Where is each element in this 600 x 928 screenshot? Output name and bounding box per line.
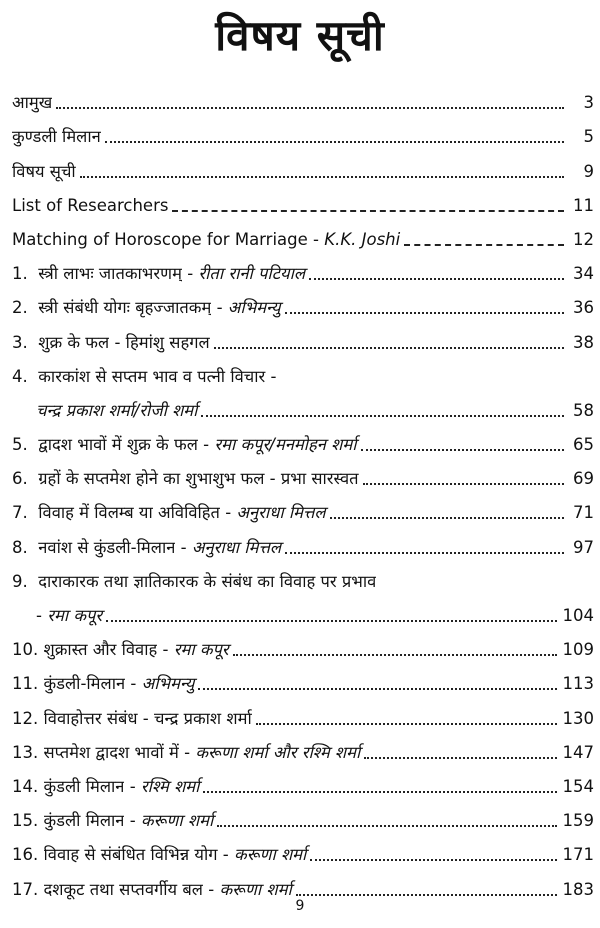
dot-leader (364, 756, 556, 759)
dot-leader (198, 687, 556, 690)
entry-page-number: 3 (583, 93, 594, 113)
entry-page-number: 104 (562, 606, 594, 625)
entry-number: 8. (12, 537, 28, 557)
entry-number: 2. (12, 298, 28, 318)
entry-page-number: 97 (573, 537, 594, 557)
entry-number: 1. (12, 264, 28, 284)
entry-author: रश्मि शर्मा (140, 776, 200, 796)
dot-leader (310, 858, 556, 861)
dot-leader (363, 482, 564, 485)
entry-title: आमुख (12, 93, 53, 113)
entry-page-number: 34 (573, 264, 594, 284)
dot-leader (309, 277, 564, 280)
toc-entry (12, 84, 594, 118)
entry-number: 13. (12, 742, 39, 762)
toc-entry (12, 323, 594, 357)
toc-entry-continuation (12, 392, 594, 426)
entry-author: अनुराधा मित्तल (236, 503, 326, 523)
entry-title: विषय सूची (12, 161, 76, 181)
entry-number: 14. (12, 776, 39, 796)
dash-leader (172, 209, 564, 212)
toc-entry (12, 802, 594, 836)
entry-page-number: 69 (573, 469, 594, 489)
entry-page-number: 147 (562, 742, 594, 762)
dot-leader (217, 824, 556, 827)
entry-number: 16. (12, 845, 39, 865)
entry-author: अभिमन्यु (141, 674, 195, 694)
title-author-separator: - (219, 503, 237, 523)
entry-page-number: 183 (562, 879, 594, 899)
table-of-contents (12, 84, 594, 905)
entry-page-number: 71 (573, 503, 594, 523)
toc-entry (12, 563, 594, 597)
page-title: विषय सूची (215, 11, 385, 60)
title-author-separator: - (125, 674, 142, 694)
dot-leader (233, 653, 557, 656)
entry-page-number: 130 (562, 708, 594, 728)
entry-page-number: 58 (573, 400, 594, 420)
entry-author: करूणा शर्मा और रश्मि शर्मा (195, 742, 361, 762)
toc-entry (12, 699, 594, 733)
entry-title: विवाह से संबंधित विभिन्न योग (43, 845, 218, 865)
toc-entry (12, 768, 594, 802)
toc-entry (12, 152, 594, 186)
entry-page-number: 154 (562, 776, 594, 796)
entry-author: अभिमन्यु (227, 298, 281, 318)
entry-title: कारकांश से सप्तम भाव व पत्नी विचार - (38, 366, 277, 386)
entry-title: द्वादश भावों में शुक्र के फल (38, 435, 198, 455)
entry-number: 17. (12, 879, 39, 899)
toc-entry (12, 289, 594, 323)
dot-leader (201, 414, 564, 417)
dot-leader (203, 790, 556, 793)
toc-entry (12, 836, 594, 870)
entry-title: कुंडली मिलान (43, 811, 125, 831)
entry-author: करूणा शर्मा (140, 811, 214, 831)
entry-author: हिमांशु सहगल (125, 332, 210, 352)
entry-number: 12. (12, 708, 39, 728)
entry-page-number: 65 (573, 435, 594, 455)
title-author-separator: - (124, 811, 141, 831)
toc-entry (12, 255, 594, 289)
dot-leader (285, 311, 564, 314)
title-author-separator: - (217, 845, 235, 865)
entry-title: नवांश से कुंडली-मिलान (38, 537, 176, 557)
toc-entry (12, 494, 594, 528)
entry-number: 9. (12, 571, 28, 591)
title-author-separator: - (181, 264, 199, 284)
dot-leader (105, 140, 564, 143)
dot-leader (56, 106, 564, 109)
entry-number: 7. (12, 503, 28, 523)
entry-author: रमा कपूर (173, 640, 229, 660)
entry-page-number: 159 (562, 811, 594, 831)
entry-title: स्त्री संबंधी योगः बृहज्जातकम् (38, 298, 212, 318)
title-author-separator: - (202, 879, 220, 899)
entry-title: कुंडली मिलान (43, 776, 125, 796)
toc-entry (12, 358, 594, 392)
entry-author: K.K. Joshi (324, 229, 401, 249)
entry-author: अनुराधा मित्तल (191, 537, 282, 557)
entry-author: करूणा शर्मा (234, 845, 307, 865)
entry-page-number: 171 (562, 845, 594, 865)
entry-author: रमा कपूर (47, 606, 103, 625)
entry-title: Matching of Horoscope for Marriage (12, 229, 308, 249)
dot-leader (106, 619, 556, 622)
entry-number: 15. (12, 811, 39, 831)
title-author-separator: - (36, 606, 48, 625)
entry-title: दशकूट तथा सप्तवर्गीय बल (43, 879, 203, 899)
title-author-separator: - (307, 229, 325, 249)
entry-title: ग्रहों के सप्तमेश होने का शुभाशुभ फल - प्रभा सारस्वत (38, 469, 359, 489)
entry-title: विवाह में विलम्ब या अविविहित (38, 503, 220, 523)
toc-entry (12, 460, 594, 494)
entry-number: 5. (12, 435, 28, 455)
dash-leader (404, 243, 564, 246)
entry-number: 10. (12, 640, 39, 660)
toc-entry (12, 734, 594, 768)
title-author-separator: - (175, 537, 192, 557)
title-author-separator: - (197, 435, 215, 455)
toc-entry-continuation (12, 597, 594, 631)
title-author-separator: - (109, 332, 126, 352)
toc-entry (12, 221, 594, 255)
toc-entry (12, 665, 594, 699)
entry-number: 6. (12, 469, 28, 489)
dot-leader (214, 346, 564, 349)
entry-author: रीता रानी पटियाल (198, 264, 306, 284)
entry-title: List of Researchers (12, 195, 169, 215)
title-author-separator: - (211, 298, 228, 318)
entry-number: 11. (12, 674, 39, 694)
title-author-separator: - (124, 776, 141, 796)
entry-number: 4. (12, 366, 28, 386)
entry-page-number: 109 (562, 640, 594, 660)
entry-page-number: 38 (573, 332, 594, 352)
entry-title: विवाहोत्तर संबंध - चन्द्र प्रकाश शर्मा (43, 708, 252, 728)
toc-entry (12, 426, 594, 460)
entry-title: कुण्डली मिलान (12, 127, 101, 147)
entry-author: चन्द्र प्रकाश शर्मा/रोजी शर्मा (36, 400, 198, 420)
entry-page-number: 12 (573, 229, 594, 249)
entry-title: शुक्रास्त और विवाह (43, 640, 158, 660)
toc-entry (12, 187, 594, 221)
toc-entry (12, 118, 594, 152)
entry-title: दाराकारक तथा ज्ञातिकारक के संबंध का विवाह पर प्रभाव (38, 571, 377, 591)
toc-entry (12, 528, 594, 562)
dot-leader (330, 516, 564, 519)
entry-number: 3. (12, 332, 28, 352)
entry-page-number: 36 (573, 298, 594, 318)
entry-page-number: 113 (562, 674, 594, 694)
entry-title: शुक्र के फल (38, 332, 110, 352)
dot-leader (285, 551, 564, 554)
entry-page-number: 11 (573, 195, 594, 215)
entry-page-number: 9 (583, 161, 594, 181)
footer-page-number: 9 (295, 898, 305, 914)
entry-title: कुंडली-मिलान (43, 674, 126, 694)
dot-leader (256, 722, 557, 725)
entry-title: सप्तमेश द्वादश भावों में (43, 742, 179, 762)
entry-title: स्त्री लाभः जातकाभरणम् (38, 264, 182, 284)
dot-leader (361, 448, 564, 451)
entry-author: रमा कपूर/मनमोहन शर्मा (214, 435, 357, 455)
entry-author: करूणा शर्मा (219, 879, 292, 899)
dot-leader (80, 175, 564, 178)
entry-page-number: 5 (583, 127, 594, 147)
toc-entry (12, 631, 594, 665)
title-author-separator: - (178, 742, 196, 762)
title-author-separator: - (157, 640, 174, 660)
